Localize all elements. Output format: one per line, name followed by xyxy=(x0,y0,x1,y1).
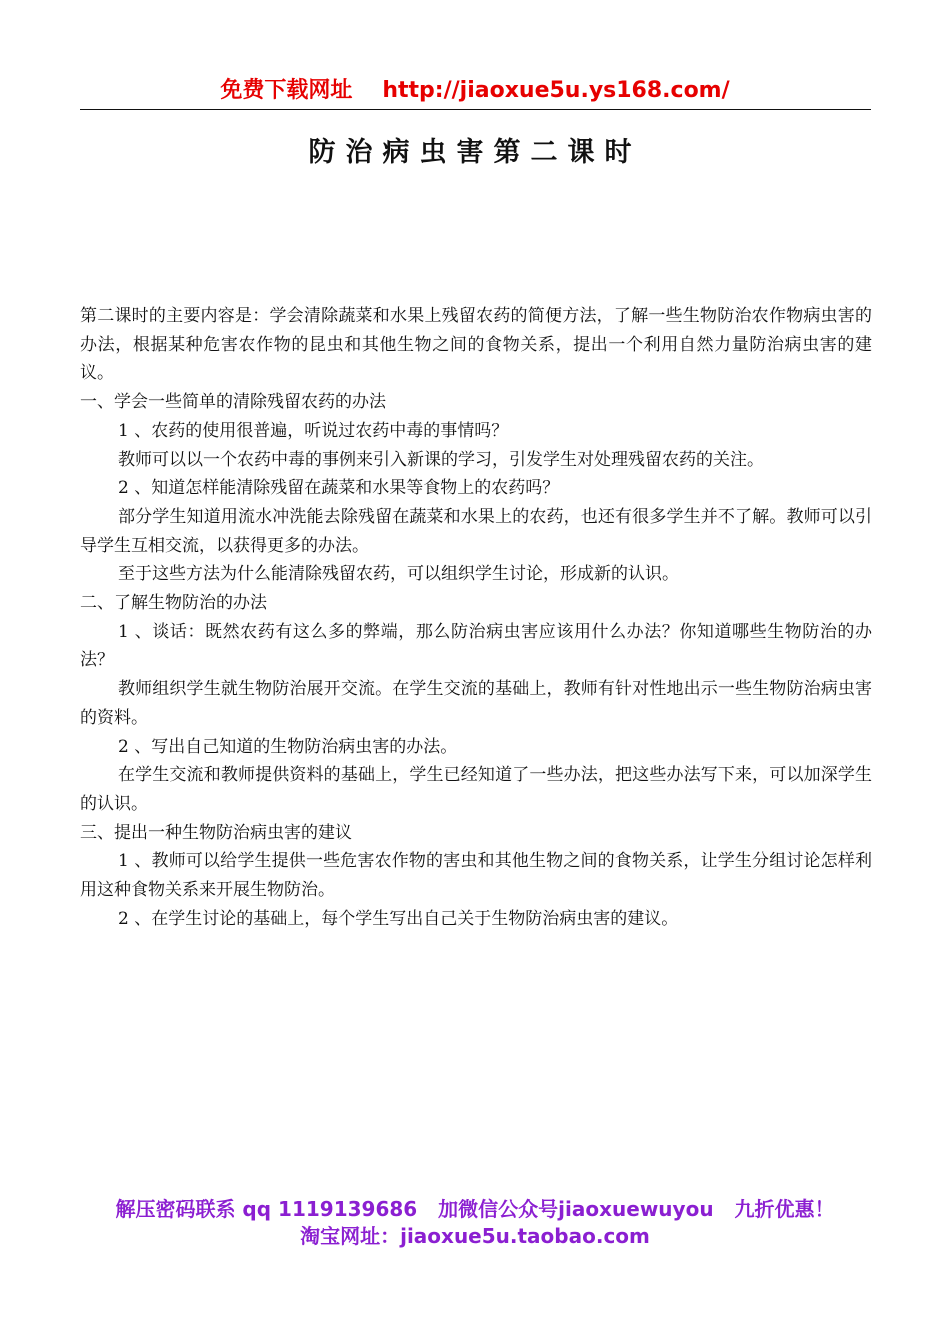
page-header xyxy=(80,76,870,106)
paragraph: 至于这些方法为什么能清除残留农药，可以组织学生讨论，形成新的认识。 xyxy=(118,564,679,585)
wechat-id: jiaoxuewuyou xyxy=(558,1197,714,1221)
page-title: 防治病虫害第二课时 xyxy=(308,137,642,168)
wechat-label: 加微信公众号 xyxy=(438,1197,559,1221)
intro-paragraph: 第二课时的主要内容是：学会清除蔬菜和水果上残留农药的简便方法，了解一些生物防治农作物病虫害的办法，根据某种危害农作物的昆虫和其他生物之间的食物关系，提出一个利用自然力量防治病虫害的建议。 xyxy=(80,306,872,384)
shop-label: 淘宝网址： xyxy=(300,1224,401,1248)
header-label: 免费下载网址 xyxy=(220,78,353,103)
header-divider xyxy=(80,109,871,110)
list-item: 1 、谈话：既然农药有这么多的弊端，那么防治病虫害应该用什么办法？你知道哪些生物防治的办法？ xyxy=(80,621,872,671)
page-footer xyxy=(60,1196,890,1250)
paragraph: 在学生交流和教师提供资料的基础上，学生已经知道了一些办法，把这些办法写下来，可以加深学生的认识。 xyxy=(80,765,872,814)
list-item: 2 、知道怎样能清除残留在蔬菜和水果等食物上的农药吗？ xyxy=(118,478,560,499)
contact-label: 解压密码联系 xyxy=(115,1197,236,1221)
section-heading-2: 二、了解生物防治的办法 xyxy=(80,593,267,614)
shop-url-link[interactable]: jiaoxue5u.taobao.com xyxy=(400,1224,650,1248)
paragraph: 教师组织学生就生物防治展开交流。在学生交流的基础上，教师有针对性地出示一些生物防治病虫害的资料。 xyxy=(80,679,872,728)
section-heading-3: 三、提出一种生物防治病虫害的建议 xyxy=(80,822,352,843)
qq-label: qq xyxy=(242,1197,272,1221)
list-item: 1 、农药的使用很普遍，听说过农药中毒的事情吗？ xyxy=(118,420,509,441)
list-item: 2 、在学生讨论的基础上，每个学生写出自己关于生物防治病虫害的建议。 xyxy=(118,908,679,929)
paragraph: 教师可以以一个农药中毒的事例来引入新课的学习，引发学生对处理残留农药的关注。 xyxy=(118,449,764,470)
discount-text: 九折优惠！ xyxy=(734,1197,835,1221)
document-body xyxy=(80,302,872,933)
section-heading-1: 一、学会一些简单的清除残留农药的办法 xyxy=(80,392,386,413)
list-item: 2 、写出自己知道的生物防治病虫害的办法。 xyxy=(118,736,458,757)
header-url-link[interactable]: http://jiaoxue5u.ys168.com/ xyxy=(382,78,730,103)
qq-number: 1119139686 xyxy=(278,1197,418,1221)
footer-line-2 xyxy=(60,1223,890,1250)
list-item: 1 、教师可以给学生提供一些危害农作物的害虫和其他生物之间的食物关系，让学生分组讨论怎样利用这种食物关系来开展生物防治。 xyxy=(80,851,872,901)
footer-line-1 xyxy=(60,1196,890,1223)
paragraph: 部分学生知道用流水冲洗能去除残留在蔬菜和水果上的农药，也还有很多学生并不了解。教师可以引导学生互相交流，以获得更多的办法。 xyxy=(80,506,872,556)
